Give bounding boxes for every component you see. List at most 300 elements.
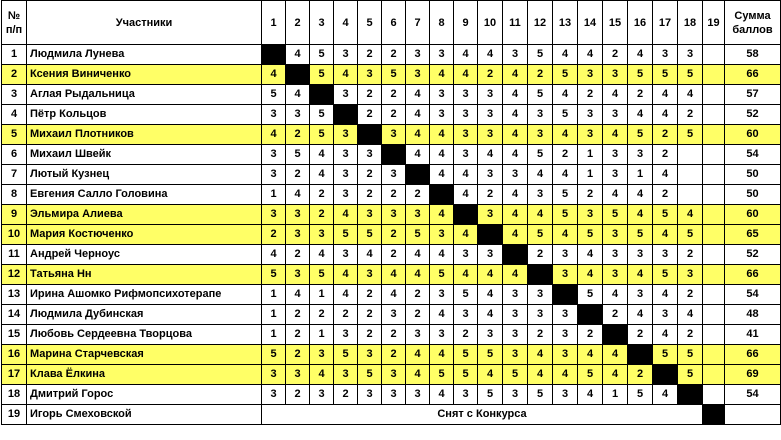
score-sum: 66 (725, 65, 781, 85)
score-cell: 4 (334, 65, 358, 85)
score-cell: 4 (578, 385, 603, 405)
diagonal-cell (478, 225, 503, 245)
score-sum: 48 (725, 305, 781, 325)
score-cell: 2 (358, 305, 382, 325)
score-cell: 3 (454, 85, 478, 105)
score-sum: 52 (725, 245, 781, 265)
score-cell: 2 (310, 185, 334, 205)
score-cell: 5 (628, 125, 653, 145)
score-cell: 2 (382, 45, 406, 65)
score-cell: 3 (628, 285, 653, 305)
table-row (2, 225, 781, 245)
score-cell: 2 (358, 85, 382, 105)
participant-name: Людмила Дубинская (27, 305, 262, 325)
score-cell: 2 (603, 45, 628, 65)
score-cell: 3 (262, 165, 286, 185)
score-cell: 4 (528, 165, 553, 185)
score-cell: 3 (430, 105, 454, 125)
score-cell: 1 (310, 285, 334, 305)
table-row (2, 325, 781, 345)
score-cell: 3 (478, 125, 503, 145)
table-row (2, 285, 781, 305)
score-cell: 4 (406, 145, 430, 165)
row-number: 7 (2, 165, 27, 185)
score-cell: 4 (430, 345, 454, 365)
score-cell: 5 (310, 105, 334, 125)
score-cell: 4 (406, 105, 430, 125)
score-cell: 4 (628, 105, 653, 125)
score-cell: 4 (334, 265, 358, 285)
col-header-9: 9 (454, 1, 478, 45)
diagonal-cell (358, 125, 382, 145)
score-cell: 2 (678, 285, 703, 305)
score-cell: 3 (286, 365, 310, 385)
score-cell: 5 (603, 205, 628, 225)
score-cell: 3 (454, 245, 478, 265)
score-cell: 4 (653, 105, 678, 125)
col-header-sum: Сумма баллов (725, 1, 781, 45)
score-cell: 3 (478, 325, 503, 345)
table-row (2, 165, 781, 185)
row-number: 2 (2, 65, 27, 85)
score-sum: 69 (725, 365, 781, 385)
score-cell: 3 (528, 185, 553, 205)
col-header-4: 4 (334, 1, 358, 45)
score-cell: 4 (603, 365, 628, 385)
score-cell: 4 (603, 345, 628, 365)
score-cell: 4 (286, 45, 310, 65)
score-cell: 2 (382, 225, 406, 245)
score-cell: 3 (653, 305, 678, 325)
score-cell: 4 (628, 185, 653, 205)
score-cell: 3 (454, 125, 478, 145)
score-cell: 5 (454, 365, 478, 385)
score-cell: 1 (310, 325, 334, 345)
score-cell: 4 (578, 345, 603, 365)
col-header-number: № п/п (2, 1, 27, 45)
row-number: 9 (2, 205, 27, 225)
score-cell: 5 (310, 125, 334, 145)
col-header-19: 19 (703, 1, 725, 45)
score-cell: 3 (603, 245, 628, 265)
diagonal-cell (503, 245, 528, 265)
score-cell (703, 365, 725, 385)
score-cell: 5 (528, 45, 553, 65)
col-header-11: 11 (503, 1, 528, 45)
participant-name: Лютый Кузнец (27, 165, 262, 185)
score-cell: 3 (358, 345, 382, 365)
score-sum: 60 (725, 205, 781, 225)
score-cell: 5 (578, 285, 603, 305)
score-cell: 3 (358, 145, 382, 165)
score-cell: 3 (503, 305, 528, 325)
score-cell (703, 165, 725, 185)
score-cell: 3 (430, 85, 454, 105)
score-cell (703, 85, 725, 105)
score-cell: 2 (553, 145, 578, 165)
score-cell: 4 (678, 85, 703, 105)
score-cell: 5 (553, 105, 578, 125)
score-cell: 2 (406, 305, 430, 325)
col-header-13: 13 (553, 1, 578, 45)
row-number: 12 (2, 265, 27, 285)
score-cell: 4 (334, 285, 358, 305)
score-cell: 2 (454, 325, 478, 345)
score-cell: 2 (578, 85, 603, 105)
table-row (2, 405, 781, 425)
score-cell: 4 (653, 165, 678, 185)
score-cell: 4 (553, 225, 578, 245)
score-cell: 4 (678, 305, 703, 325)
row-number: 8 (2, 185, 27, 205)
score-cell: 4 (454, 65, 478, 85)
score-cell: 5 (653, 65, 678, 85)
score-cell: 3 (406, 205, 430, 225)
score-cell: 3 (430, 285, 454, 305)
diagonal-cell (262, 45, 286, 65)
table-row (2, 245, 781, 265)
score-cell: 3 (528, 125, 553, 145)
diagonal-cell (430, 185, 454, 205)
score-cell: 2 (358, 285, 382, 305)
score-cell: 3 (382, 205, 406, 225)
score-cell: 4 (528, 365, 553, 385)
score-cell: 3 (262, 205, 286, 225)
score-cell: 3 (603, 165, 628, 185)
participant-name: Татьяна Нн (27, 265, 262, 285)
score-cell: 4 (454, 165, 478, 185)
score-cell (678, 145, 703, 165)
score-cell (678, 165, 703, 185)
score-cell: 4 (503, 185, 528, 205)
score-cell: 5 (358, 365, 382, 385)
score-cell: 4 (478, 45, 503, 65)
score-cell: 3 (430, 325, 454, 345)
table-row (2, 85, 781, 105)
score-cell: 2 (358, 45, 382, 65)
score-cell: 5 (678, 225, 703, 245)
col-header-8: 8 (430, 1, 454, 45)
score-cell: 4 (430, 245, 454, 265)
score-sum: 66 (725, 265, 781, 285)
score-cell (703, 45, 725, 65)
score-cell: 3 (382, 165, 406, 185)
score-cell (703, 285, 725, 305)
score-cell: 5 (553, 65, 578, 85)
score-cell: 2 (678, 325, 703, 345)
score-cell (703, 205, 725, 225)
col-header-15: 15 (603, 1, 628, 45)
table-row (2, 385, 781, 405)
score-cell (703, 225, 725, 245)
score-cell: 3 (478, 205, 503, 225)
score-cell: 4 (262, 125, 286, 145)
score-cell: 2 (628, 365, 653, 385)
score-cell: 5 (454, 285, 478, 305)
score-cell: 5 (528, 385, 553, 405)
score-cell: 3 (334, 165, 358, 185)
score-cell: 5 (478, 345, 503, 365)
score-cell: 1 (578, 145, 603, 165)
score-cell: 5 (286, 145, 310, 165)
score-cell (703, 105, 725, 125)
score-cell: 3 (553, 245, 578, 265)
score-sum: 65 (725, 225, 781, 245)
diagonal-cell (528, 265, 553, 285)
diagonal-cell (703, 405, 725, 425)
score-cell: 3 (478, 105, 503, 125)
score-cell: 3 (382, 305, 406, 325)
score-cell (703, 125, 725, 145)
diagonal-cell (578, 305, 603, 325)
score-cell: 4 (286, 185, 310, 205)
score-cell: 3 (358, 265, 382, 285)
header-row (2, 1, 781, 45)
table-row (2, 145, 781, 165)
score-cell: 2 (478, 185, 503, 205)
table-row (2, 205, 781, 225)
row-number: 4 (2, 105, 27, 125)
score-cell: 3 (334, 125, 358, 145)
score-cell: 2 (478, 65, 503, 85)
score-cell: 3 (603, 265, 628, 285)
table-row (2, 185, 781, 205)
score-cell: 5 (310, 265, 334, 285)
score-cell: 4 (553, 85, 578, 105)
score-cell: 1 (262, 185, 286, 205)
col-header-5: 5 (358, 1, 382, 45)
score-cell: 5 (310, 45, 334, 65)
score-cell: 5 (628, 65, 653, 85)
score-cell: 4 (430, 125, 454, 145)
score-cell: 3 (454, 145, 478, 165)
row-number: 5 (2, 125, 27, 145)
score-cell: 4 (603, 185, 628, 205)
score-cell: 4 (653, 285, 678, 305)
diagonal-cell (406, 165, 430, 185)
score-cell: 5 (653, 265, 678, 285)
score-cell: 4 (406, 85, 430, 105)
score-cell: 3 (578, 65, 603, 85)
score-cell: 5 (653, 345, 678, 365)
score-cell: 4 (430, 145, 454, 165)
col-header-16: 16 (628, 1, 653, 45)
score-cell: 5 (528, 145, 553, 165)
diagonal-cell (653, 365, 678, 385)
row-number: 3 (2, 85, 27, 105)
score-cell: 2 (628, 325, 653, 345)
score-cell: 5 (653, 205, 678, 225)
score-cell: 4 (503, 225, 528, 245)
score-cell: 3 (553, 325, 578, 345)
score-cell: 4 (553, 365, 578, 385)
score-cell: 4 (310, 365, 334, 385)
score-cell: 2 (653, 185, 678, 205)
score-cell: 2 (406, 185, 430, 205)
score-cell: 3 (334, 365, 358, 385)
score-cell: 3 (603, 225, 628, 245)
score-cell: 3 (334, 85, 358, 105)
score-cell: 4 (478, 285, 503, 305)
score-cell: 3 (678, 45, 703, 65)
score-cell: 3 (628, 245, 653, 265)
score-cell: 4 (454, 225, 478, 245)
score-cell (678, 185, 703, 205)
score-cell: 3 (358, 205, 382, 225)
score-sum: 41 (725, 325, 781, 345)
score-cell: 4 (553, 125, 578, 145)
participant-name: Мария Костюченко (27, 225, 262, 245)
score-cell: 3 (503, 285, 528, 305)
table-row (2, 305, 781, 325)
score-cell: 4 (430, 205, 454, 225)
score-cell: 4 (653, 385, 678, 405)
table-row (2, 45, 781, 65)
score-cell: 2 (528, 325, 553, 345)
score-cell (703, 345, 725, 365)
score-cell: 4 (334, 205, 358, 225)
score-cell: 4 (528, 205, 553, 225)
score-cell: 2 (528, 65, 553, 85)
score-sum: 50 (725, 165, 781, 185)
score-cell: 1 (262, 325, 286, 345)
score-cell: 3 (503, 345, 528, 365)
score-cell (703, 385, 725, 405)
score-cell: 4 (578, 265, 603, 285)
score-cell: 2 (382, 325, 406, 345)
score-cell: 3 (653, 245, 678, 265)
score-cell: 2 (286, 305, 310, 325)
row-number: 1 (2, 45, 27, 65)
score-cell: 3 (310, 385, 334, 405)
table-row (2, 105, 781, 125)
participant-name: Аглая Рыдальница (27, 85, 262, 105)
score-cell: 5 (262, 85, 286, 105)
score-cell: 2 (262, 225, 286, 245)
score-cell: 4 (503, 105, 528, 125)
score-sum: 54 (725, 385, 781, 405)
diagonal-cell (334, 105, 358, 125)
withdrawn-note: Снят с Конкурса (262, 405, 703, 425)
score-cell: 3 (454, 385, 478, 405)
score-cell: 2 (286, 385, 310, 405)
row-number: 13 (2, 285, 27, 305)
score-cell: 4 (430, 305, 454, 325)
participant-name: Евгения Салло Головина (27, 185, 262, 205)
col-header-18: 18 (678, 1, 703, 45)
score-cell: 2 (382, 105, 406, 125)
score-sum: 57 (725, 85, 781, 105)
score-cell: 4 (503, 265, 528, 285)
score-cell: 3 (603, 65, 628, 85)
score-cell: 5 (678, 125, 703, 145)
score-cell: 4 (430, 165, 454, 185)
participant-name: Эльмира Алиева (27, 205, 262, 225)
score-cell: 3 (503, 325, 528, 345)
score-cell: 3 (553, 305, 578, 325)
score-cell: 5 (578, 365, 603, 385)
score-cell: 4 (628, 45, 653, 65)
col-header-participants: Участники (27, 1, 262, 45)
col-header-6: 6 (382, 1, 406, 45)
row-number: 15 (2, 325, 27, 345)
score-cell: 4 (454, 45, 478, 65)
score-cell: 4 (406, 125, 430, 145)
score-cell: 4 (286, 285, 310, 305)
col-header-1: 1 (262, 1, 286, 45)
results-table (1, 0, 781, 425)
score-cell: 5 (578, 225, 603, 245)
score-cell: 4 (653, 225, 678, 245)
score-cell: 2 (358, 185, 382, 205)
score-cell: 5 (382, 65, 406, 85)
score-cell: 5 (553, 185, 578, 205)
score-cell: 3 (478, 85, 503, 105)
score-cell: 3 (382, 385, 406, 405)
diagonal-cell (553, 285, 578, 305)
score-cell: 3 (528, 105, 553, 125)
score-cell: 2 (286, 165, 310, 185)
score-cell: 4 (286, 85, 310, 105)
score-cell: 3 (653, 45, 678, 65)
score-cell: 2 (678, 105, 703, 125)
table-body (2, 45, 781, 425)
score-cell: 5 (478, 385, 503, 405)
score-cell: 5 (310, 65, 334, 85)
row-number: 10 (2, 225, 27, 245)
score-cell: 3 (262, 365, 286, 385)
score-cell: 2 (382, 245, 406, 265)
score-cell: 3 (454, 105, 478, 125)
score-cell (703, 325, 725, 345)
score-cell: 3 (358, 65, 382, 85)
score-cell: 3 (454, 305, 478, 325)
diagonal-cell (678, 385, 703, 405)
score-cell: 3 (286, 105, 310, 125)
score-cell: 5 (503, 365, 528, 385)
score-cell: 3 (628, 145, 653, 165)
score-cell: 4 (406, 265, 430, 285)
score-cell: 3 (358, 385, 382, 405)
score-cell: 2 (382, 185, 406, 205)
participant-name: Дмитрий Горос (27, 385, 262, 405)
score-cell: 4 (578, 45, 603, 65)
score-cell: 3 (478, 165, 503, 185)
col-header-12: 12 (528, 1, 553, 45)
score-cell: 4 (262, 245, 286, 265)
score-cell: 3 (334, 245, 358, 265)
score-cell: 3 (406, 65, 430, 85)
score-cell: 3 (262, 385, 286, 405)
score-cell: 3 (334, 145, 358, 165)
score-cell: 3 (334, 45, 358, 65)
score-cell: 5 (430, 265, 454, 285)
score-cell: 3 (503, 165, 528, 185)
score-sum: 66 (725, 345, 781, 365)
score-cell: 3 (553, 345, 578, 365)
score-cell: 4 (478, 145, 503, 165)
diagonal-cell (454, 205, 478, 225)
score-cell: 2 (358, 105, 382, 125)
col-header-14: 14 (578, 1, 603, 45)
score-cell: 3 (478, 245, 503, 265)
score-cell: 4 (628, 265, 653, 285)
score-cell: 4 (310, 245, 334, 265)
score-cell: 4 (310, 145, 334, 165)
score-cell: 4 (603, 285, 628, 305)
col-header-3: 3 (310, 1, 334, 45)
score-cell: 3 (503, 45, 528, 65)
